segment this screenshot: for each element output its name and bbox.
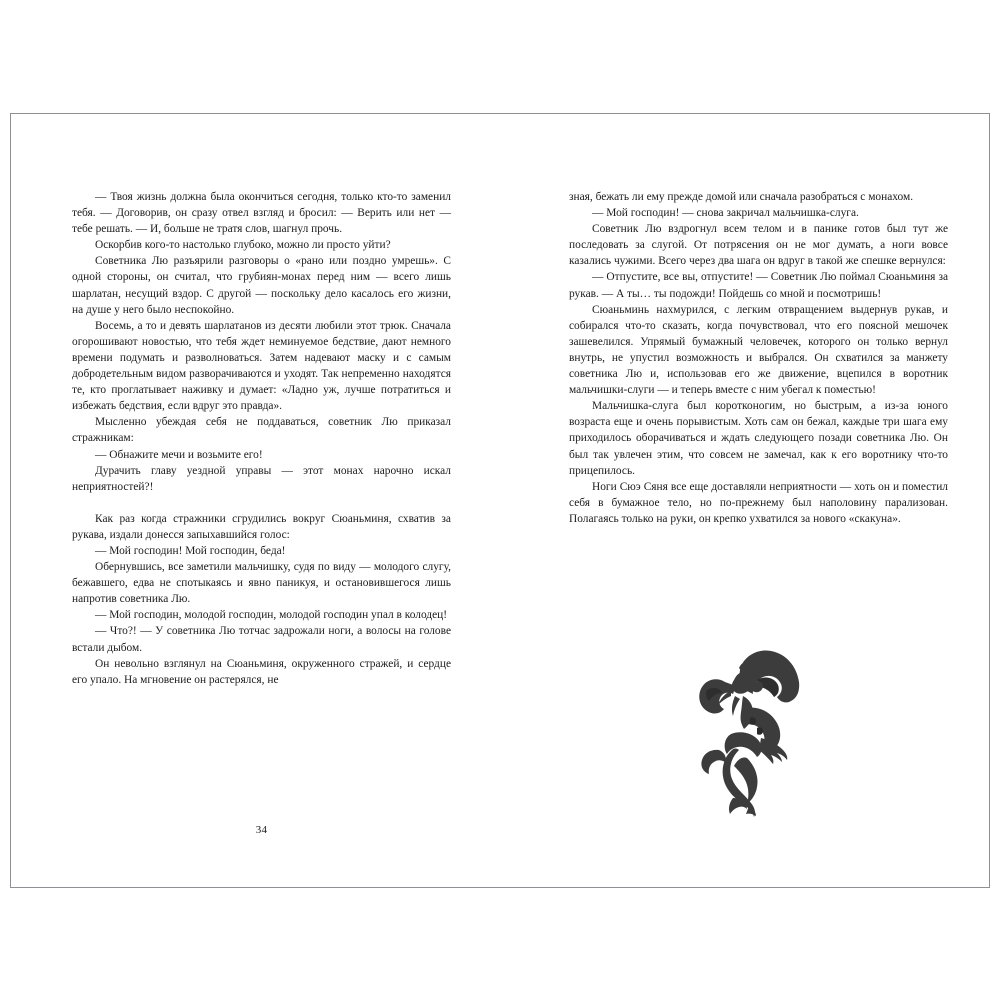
paragraph: Как раз когда стражники сгрудились вокруг Сюаньминя, схватив за рукава, издали донесся запыхавшийся голос: xyxy=(72,512,451,541)
dragon-icon xyxy=(687,646,805,818)
paragraph: — Мой господин! — снова закричал мальчишка-слуга. xyxy=(592,207,859,220)
paragraph: Сюаньминь нахмурился, с легким отвращением выдернув рукав, и собирался что-то сказать, когда почувствовал, что его поясной мешочек зашевелился. Упрямый бумажный человечек, которого он только вернул внутрь, не упустил возможность и выбрался. Он схватился за манжету советника Лю и, использовав его же движение, вцепился в воротник мальчишки-слуги — и теперь вместе с ним убегал к поместью! xyxy=(569,303,948,397)
paragraph: Оскорбив кого-то настолько глубоко, можно ли просто уйти? xyxy=(95,239,391,252)
paragraph: зная, бежать ли ему прежде домой или сначала разобраться с монахом. xyxy=(569,191,914,203)
paragraph: Мысленно убеждая себя не поддаваться, советник Лю приказал стражникам: xyxy=(72,416,451,445)
paragraph: Советника Лю разъярили разговоры о «рано или поздно умрешь». С одной стороны, он считал, что грубиян-монах перед ним — всего лишь шарлатан, несущий вздор. С другой — поскольку дело касалось его жизни, на душе у него было неспокойно. xyxy=(72,255,451,316)
paragraph: Мальчишка-слуга был коротконогим, но быстрым, а из-за юного возраста еще и очень порывистым. Хоть сам он бежал, каждые три шага ему приходилось оборачиваться и ждать следующего позади советника Лю. Он был так увлечен этим, что совсем не замечал, как к его воротнику что-то прицепилось. xyxy=(569,400,948,477)
paragraph: Обернувшись, все заметили мальчишку, судя по виду — молодого слугу, бежавшего, едва не спотыкаясь и явно паникуя, и остановившегося лишь напротив советника Лю. xyxy=(72,561,451,606)
paragraph: — Твоя жизнь должна была окончиться сегодня, только кто-то заменил тебя. — Договорив, он сразу отвел взгляд и бросил: — Верить или нет — тебе решать. — И, больше не тратя слов, шагнул прочь. xyxy=(72,191,451,236)
paragraph: — Мой господин! Мой господин, беда! xyxy=(95,544,286,557)
paragraph: Он невольно взглянул на Сюаньминя, окруженного стражей, и сердце его упало. На мгновение он растерялся, не xyxy=(72,657,451,686)
paragraph: — Что?! — У советника Лю тотчас задрожали ноги, а волосы на голове встали дыбом. xyxy=(72,625,451,654)
paragraph: Ноги Сюэ Сяня все еще доставляли неприятности — хоть он и поместил себя в бумажное тело, но по-прежнему был наполовину парализован. Полагаясь только на руки, он крепко ухватился за нового «скакуна». xyxy=(569,480,948,525)
left-page xyxy=(11,114,501,887)
paragraph: — Обнажите мечи и возьмите его! xyxy=(95,448,263,461)
paragraph: — Отпустите, все вы, отпустите! — Советник Лю поймал Сюаньминя за рукав. — А ты… ты подожди! Пойдешь со мной и посмотришь! xyxy=(569,271,948,300)
book-page-spread xyxy=(10,113,990,888)
left-page-text-column xyxy=(72,189,451,688)
right-page-text-column xyxy=(569,189,948,527)
right-page xyxy=(501,114,991,887)
paragraph: Восемь, а то и девять шарлатанов из десяти любили этот трюк. Сначала огорошивают новостью, что тебя ждет неминуемое бедствие, дают немного времени подумать и разволноваться. Затем надевают маску и с самым добродетельным видом разворачиваются и уходят. Так непременно находятся те, кто проглатывает наживку и думает: «Ладно уж, лучше потратиться и избежать бедствия, если вдруг это правда». xyxy=(72,319,451,413)
paragraph: — Мой господин, молодой господин, молодой господин упал в колодец! xyxy=(95,609,448,622)
paragraph: Дурачить главу уездной управы — этот монах нарочно искал неприятностей?! xyxy=(72,464,451,493)
page-number: 34 xyxy=(255,824,268,836)
paragraph: Советник Лю вздрогнул всем телом и в панике готов был тут же последовать за слугой. От потрясения он не мог думать, а ноги вовсе казались чужими. Всего через два шага он вдруг в такой же спешке вернулся: xyxy=(569,223,948,268)
